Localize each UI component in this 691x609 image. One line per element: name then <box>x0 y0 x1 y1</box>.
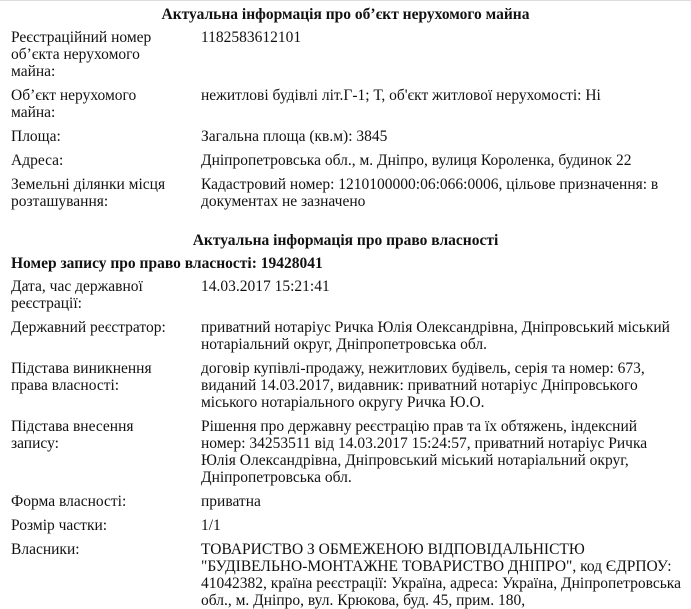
ownership-section <box>0 232 691 609</box>
row-registrar <box>0 319 691 353</box>
label-owners: Власники: <box>11 541 80 558</box>
value-ownership-form: приватна <box>201 493 261 510</box>
object-section-title: Актуальна інформація про об’єкт нерухомого майна <box>161 6 530 23</box>
row-area <box>0 128 691 145</box>
value-share-size: 1/1 <box>201 517 221 534</box>
ownership-section-title: Актуальна інформація про право власності <box>192 232 499 249</box>
row-ownership-form <box>0 493 691 510</box>
row-share-size <box>0 517 691 534</box>
label-registration-datetime: Дата, час державної реєстрації: <box>11 278 143 312</box>
ownership-record-heading: Номер запису про право власності: 19428041 <box>11 255 323 272</box>
object-section <box>0 6 691 210</box>
label-registration-number: Реєстраційний номер об’єкта нерухомого майна: <box>11 29 152 80</box>
label-land-plots: Земельні ділянки місця розташування: <box>11 176 166 210</box>
value-object: нежитлові будівлі літ.Г-1; Т, об'єкт житлової нерухомості: Ні <box>201 87 601 104</box>
row-registration-number <box>0 29 691 80</box>
label-share-size: Розмір частки: <box>11 517 108 534</box>
value-owners: ТОВАРИСТВО З ОБМЕЖЕНОЮ ВІДПОВІДАЛЬНІСТЮ "БУДІВЕЛЬНО-МОНТАЖНЕ ТОВАРИСТВО ДНІПРО", код ЄДРПОУ: 41042382, країна реєстрації: Україна, адреса: Україна, Дніпропетровська обл., м. Дніпро, вул. Крюкова, буд. 45, прим. 180, <box>201 541 681 609</box>
row-owners <box>0 541 691 609</box>
label-ownership-basis: Підстава виникнення права власності: <box>11 360 152 394</box>
row-entry-basis <box>0 418 691 486</box>
label-ownership-form: Форма власності: <box>11 493 127 510</box>
row-land-plots <box>0 176 691 210</box>
label-registrar: Державний реєстратор: <box>11 319 166 336</box>
label-address: Адреса: <box>11 152 64 169</box>
value-area: Загальна площа (кв.м): 3845 <box>201 128 388 145</box>
document <box>0 6 691 609</box>
value-address: Дніпропетровська обл., м. Дніпро, вулиця Короленка, будинок 22 <box>201 152 632 169</box>
row-registration-datetime <box>0 278 691 312</box>
value-land-plots: Кадастровий номер: 1210100000:06:066:0006, цільове призначення: в документах не зазначено <box>201 176 659 210</box>
label-entry-basis: Підстава внесення запису: <box>11 418 134 452</box>
value-registrar: приватний нотаріус Ричка Юлія Олександрівна, Дніпровський міський нотаріальний округ, Дніпропетровська обл. <box>201 319 670 353</box>
row-ownership-basis <box>0 360 691 411</box>
label-area: Площа: <box>11 128 61 145</box>
label-object: Об’єкт нерухомого майна: <box>11 87 137 121</box>
value-registration-number: 1182583612101 <box>201 29 302 46</box>
row-address <box>0 152 691 169</box>
value-registration-datetime: 14.03.2017 15:21:41 <box>201 278 330 295</box>
value-entry-basis: Рішення про державну реєстрацію прав та їх обтяжень, індексний номер: 34253511 від 14.03.2017 15:24:57, приватний нотаріус Ричка Юлія Олександрівна, Дніпровський міський нотаріальний округ, Дніпропетровська обл. <box>201 418 648 486</box>
value-ownership-basis: договір купівлі-продажу, нежитлових будівель, серія та номер: 673, виданий 14.03.2017, видавник: приватний нотаріус Дніпровського міського нотаріального округу Ричка Ю.О. <box>201 360 645 411</box>
row-object <box>0 87 691 121</box>
